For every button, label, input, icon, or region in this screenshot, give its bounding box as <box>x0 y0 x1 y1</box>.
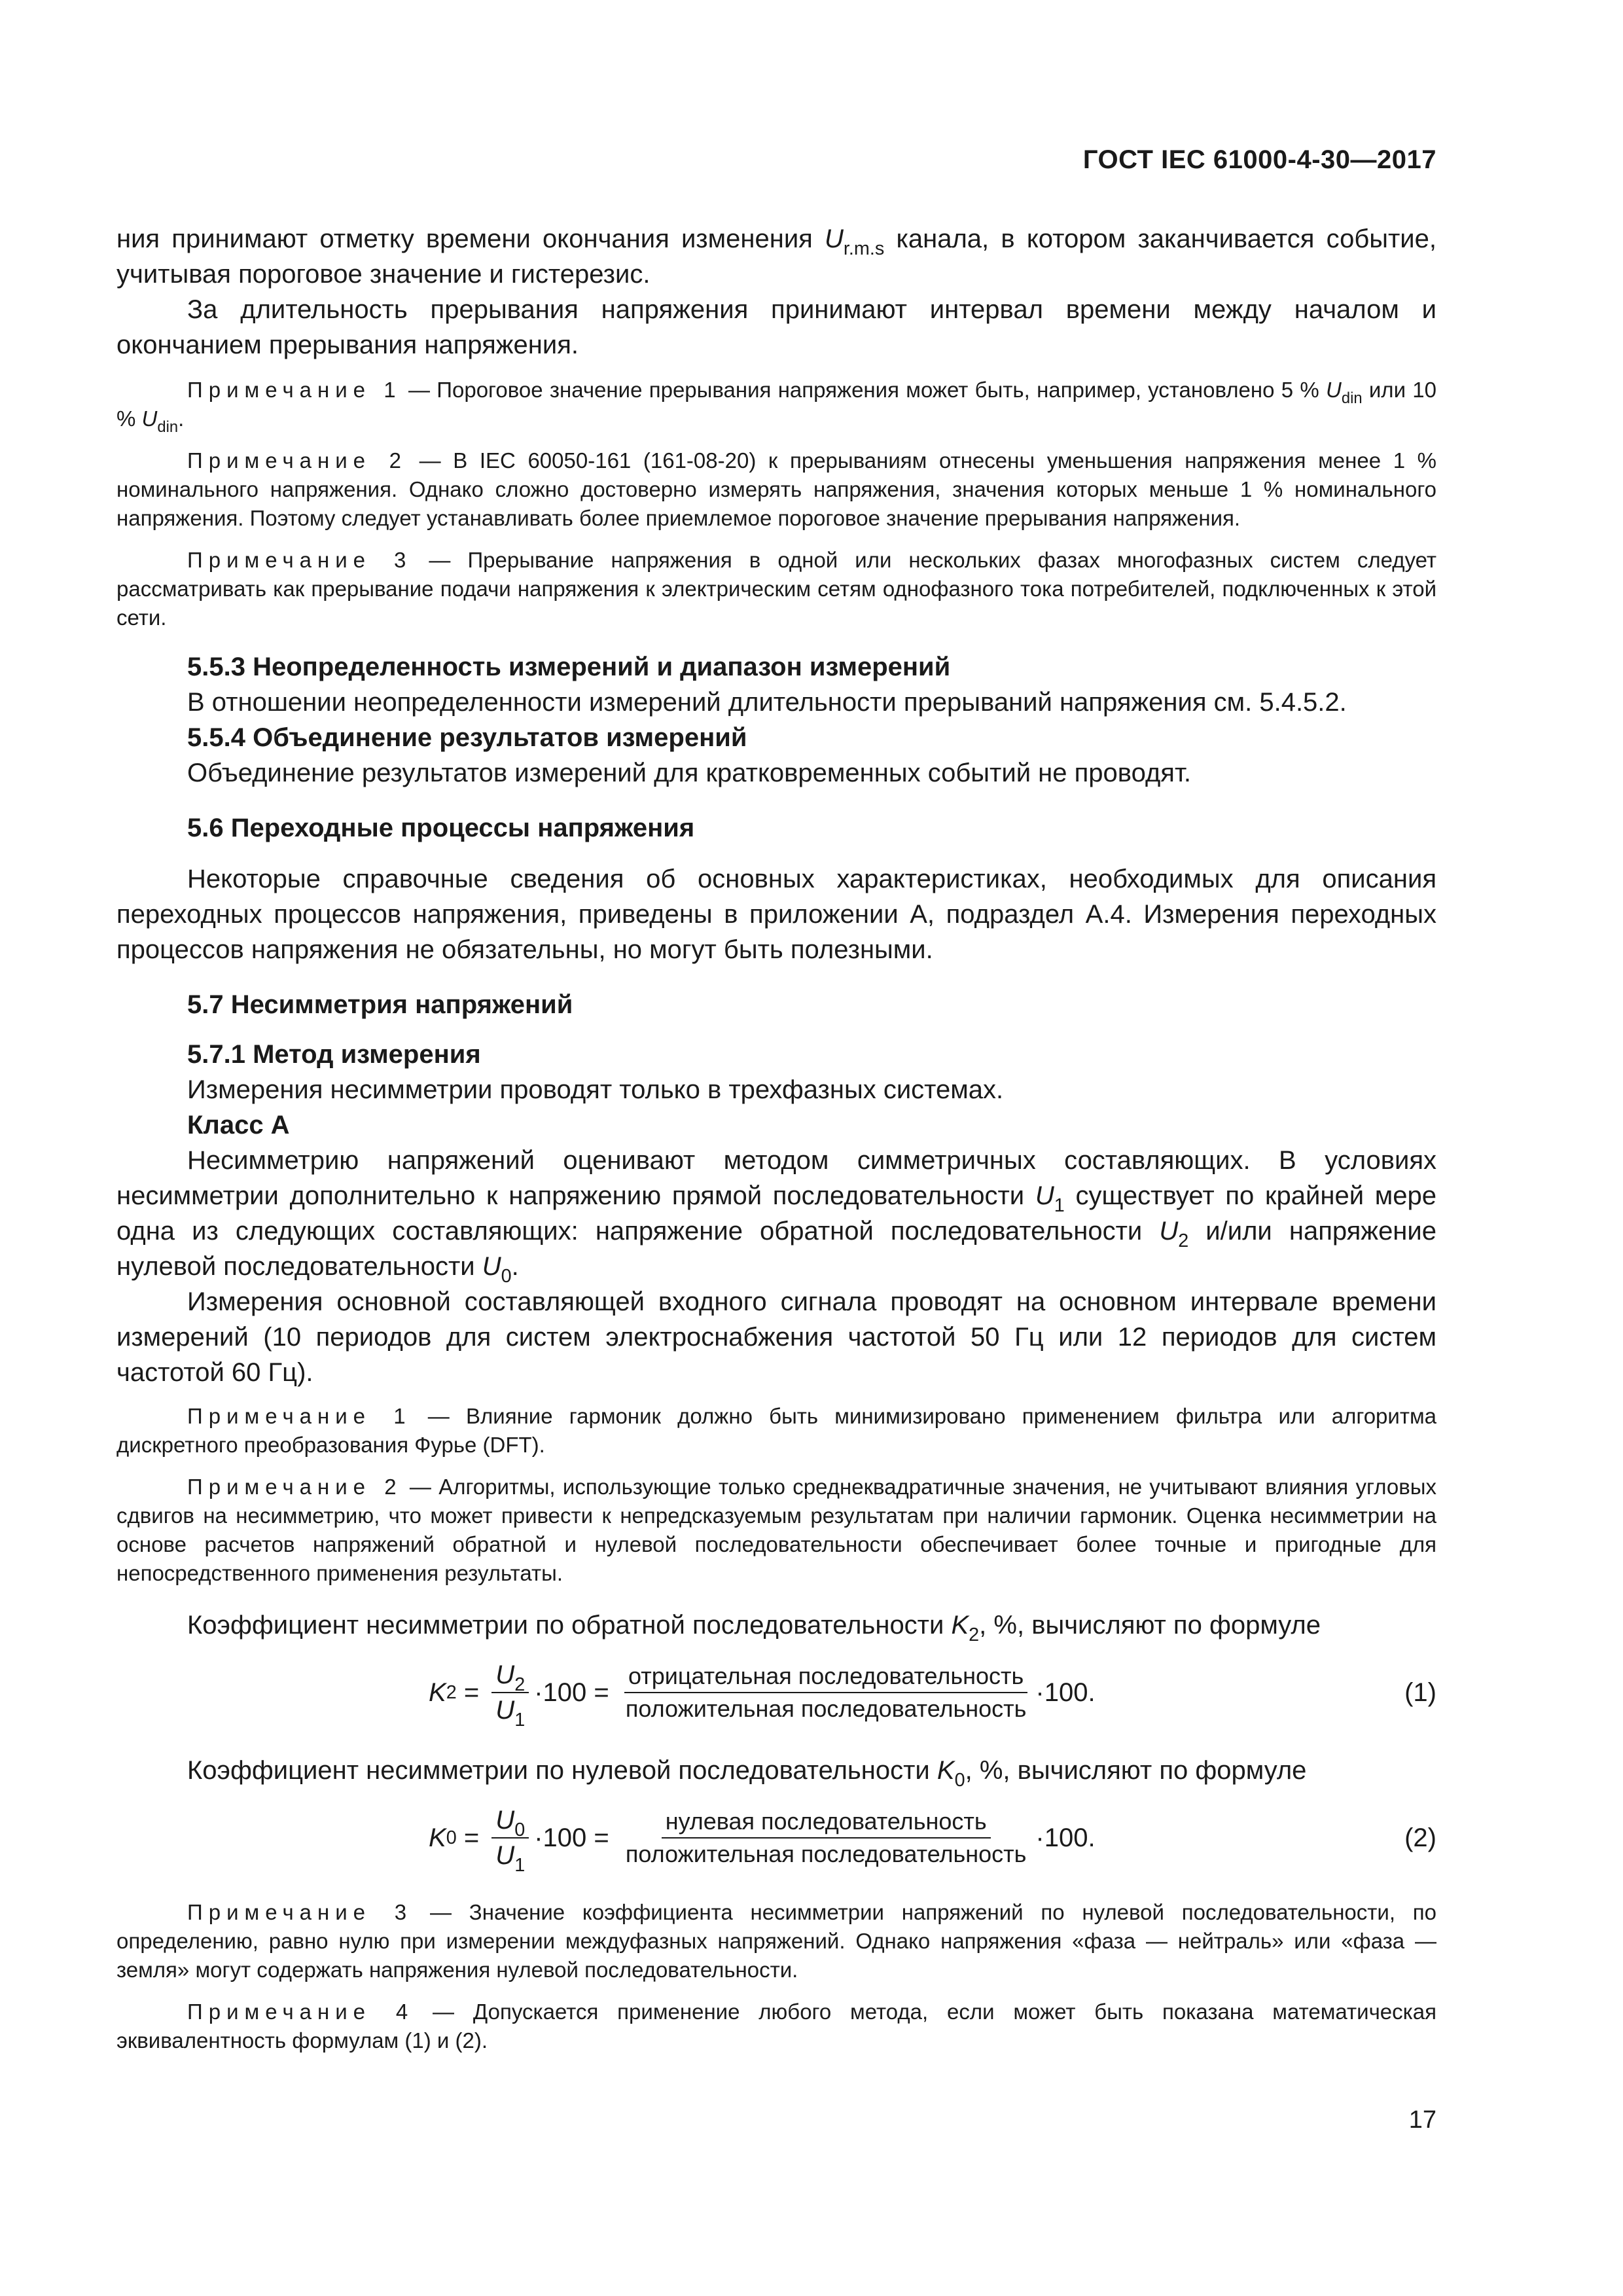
note-3-zero-sequence: Примечание 3 — Значение коэффициента несимметрии напряжений по нулевой последовательности, по определению, равно нулю при измерении междуфазных напряжений. Однако напряжения «фаза — нейтраль» или «фаза — земля» могут содержать напряжения нулевой последовательности. <box>116 1900 1437 1982</box>
formula-2-number: (2) <box>1404 1823 1436 1852</box>
paragraph-symmetrical-components: Несимметрию напряжений оценивают методом симметричных составляющих. В условиях несимметрии дополнительно к напряжению прямой последовательности $U_1$ существует по крайней мере одна из следующих составляющих: напряжение обратной последовательности $U_2$ и/или напряжение нулевой последовательности $U_0$. <box>116 1146 1437 1287</box>
formula-2-ratio: $\frac{U_0}{U_1}$ <box>491 1803 529 1873</box>
section-5-6-title: 5.6 Переходные процессы напряжения <box>187 814 695 842</box>
section-5-5-4-title: 5.5.4 Объединение результатов измерений <box>187 723 747 752</box>
section-5-5-3-text: В отношении неопределенности измерений длительности прерываний напряжения см. 5.4.5.2. <box>187 688 1347 717</box>
page-number: 17 <box>1408 2106 1436 2134</box>
paragraph-interruption-duration: За длительность прерывания напряжения принимают интервал времени между началом и окончанием прерывания напряжения. <box>116 295 1436 359</box>
formula-1-number: (1) <box>1404 1678 1436 1707</box>
page-header: ГОСТ IEC 61000-4-30—2017 <box>1082 145 1436 174</box>
note-2-rms-algorithms: Примечание 2 — Алгоритмы, использующие только среднеквадратичные значения, не учитывают влияния угловых сдвигов на несимметрию, что может привести к непредсказуемым результатам при наличии гармоник. Оценка несимметрии на основе расчетов напряжений обратной и нулевой последовательности обеспечивает более точные и пригодные для непосредственного применения результаты. <box>116 1475 1436 1585</box>
paragraph-end-of-event: ния принимают отметку времени окончания изменения $U_{r.m.s}$ канала, в котором заканчивается событие, учитывая пороговое значение и гистерезис. <box>116 224 1437 289</box>
section-5-7-1-text: Измерения несимметрии проводят только в трехфазных системах. <box>187 1075 1004 1104</box>
k0-intro: Коэффициент несимметрии по нулевой последовательности $K_0$, %, вычисляют по формуле <box>187 1756 1307 1791</box>
formula-1: K 2 = $\frac{U_2}{U_1}$ ·100 = $\frac{\text{отрицательная последовательность}}{\text{положительная последовательность}}$ ·100. (1) <box>116 1649 1436 1736</box>
paragraph-fundamental-measurement: Измерения основной составляющей входного сигнала проводят на основном интервале времени измерений (10 периодов для систем электроснабжения частотой 50 Гц или 12 периодов для систем частотой 60 Гц). <box>116 1287 1436 1387</box>
page-body <box>116 221 1436 2055</box>
note-4-any-method: Примечание 4 — Допускается применение любого метода, если может быть показана математическая эквивалентность формулам (1) и (2). <box>116 2000 1437 2053</box>
note-3-polyphase: Примечание 3 — Прерывание напряжения в одной или нескольких фазах многофазных систем следует рассматривать как прерывание подачи напряжения к электрическим сетям однофазного тока потребителей, подключенных к этой сети. <box>116 548 1436 630</box>
k2-intro: Коэффициент несимметрии по обратной последовательности $K_2$, %, вычисляют по формуле <box>187 1611 1321 1645</box>
section-5-6-text: Некоторые справочные сведения об основных характеристиках, необходимых для описания переходных процессов напряжения, приведены в приложении А, подраздел А.4. Измерения переходных процессов напряжения не обязательны, но могут быть полезными. <box>116 865 1436 964</box>
note-2-iec-definition: Примечание 2 — В IEC 60050-161 (161-08-20) к прерываниям отнесены уменьшения напряжения менее 1 % номинального напряжения. Однако сложно достоверно измерять напряжения, значения которых меньше 1 % номинального напряжения. Поэтому следует устанавливать более приемлемое пороговое значение прерывания напряжения. <box>116 448 1437 530</box>
note-1-threshold: Примечание 1 — Пороговое значение прерывания напряжения может быть, например, установлено 5 % $U_{din}$ или 10 % $U_{din}$. <box>116 378 1437 437</box>
section-5-5-3-title: 5.5.3 Неопределенность измерений и диапазон измерений <box>187 653 951 681</box>
formula-1-text-ratio: $\frac{\text{отрицательная последовательность}}{\text{положительная последовательность}}$ <box>622 1660 1031 1725</box>
note-1-harmonics: Примечание 1 — Влияние гармоник должно быть минимизировано применением фильтра или алгоритма дискретного преобразования Фурье (DFT). <box>116 1404 1436 1457</box>
class-a-label: Класс А <box>187 1111 290 1139</box>
formula-1-ratio: $\frac{U_2}{U_1}$ <box>491 1658 529 1727</box>
section-5-7-title: 5.7 Несимметрия напряжений <box>187 990 573 1019</box>
formula-2-text-ratio: $\frac{\text{нулевая последовательность}}{\text{положительная последовательность}}$ <box>622 1806 1031 1870</box>
section-5-7-1-title: 5.7.1 Метод измерения <box>187 1040 481 1069</box>
formula-2: K 0 = $\frac{U_0}{U_1}$ ·100 = $\frac{\text{нулевая последовательность}}{\text{положительная последовательность}}$ ·100. (2) <box>116 1795 1436 1881</box>
section-5-5-4-text: Объединение результатов измерений для кратковременных событий не проводят. <box>187 759 1191 787</box>
